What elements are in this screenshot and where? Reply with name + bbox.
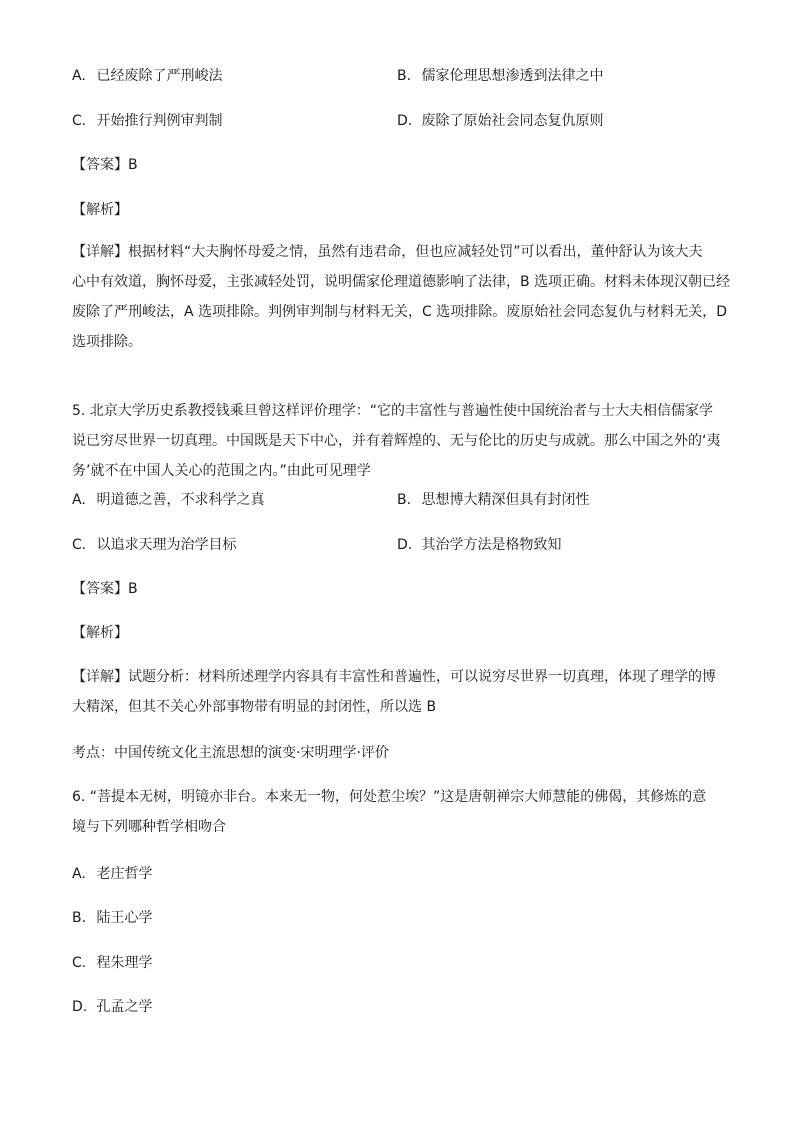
q5-option-b-text: 思想博大精深但具有封闭性: [421, 492, 590, 508]
q6-option-b-text: 陆王心学: [96, 910, 153, 926]
q5-option-d-text: 其治学方法是格物致知: [421, 537, 562, 553]
q6-stem-line: 6. “菩提本无树，明镜亦非台。本来无一物，何处惹尘埃？”这是唐朝禅宗大师慧能的佛偈，其修炼的意: [72, 789, 707, 805]
q4-option-c: [72, 111, 222, 131]
q6-option-c-text: 程朱理学: [96, 955, 153, 971]
q5-option-b: [397, 490, 589, 510]
q5-answer: 【答案】B: [72, 581, 138, 597]
q6-option-a-text: 老庄哲学: [96, 866, 153, 882]
q4-option-b-letter: B.: [397, 68, 412, 84]
q4-detail: [72, 237, 731, 357]
q6-option-b-letter: B.: [72, 910, 87, 926]
q4-option-c-text: 开始推行判例审判制: [96, 113, 223, 129]
q5-stem-line: 务’就不在中国人关心的范围之内。”由此可见理学: [72, 463, 371, 479]
q4-option-a-letter: A.: [72, 68, 86, 84]
q4-detail-line: 【详解】根据材料“大夫胸怀母爱之情，虽然有违君命，但也应减轻处罚”可以看出，董仲舒认为该大夫: [72, 244, 703, 260]
q5-analysis-label: 【解析】: [72, 625, 128, 641]
q6-option-d-text: 孔孟之学: [96, 999, 153, 1015]
q6-stem: [72, 782, 724, 842]
q4-detail-line: 心中有效道，胸怀母爱，主张减轻处罚，说明儒家伦理道德影响了法律，B 选项正确。材料未体现汉朝已经: [72, 274, 731, 290]
q4-detail-line: 选项排除。: [72, 334, 142, 350]
q5-option-c-letter: C.: [72, 537, 87, 553]
q6-option-d-letter: D.: [72, 999, 88, 1015]
q5-option-d: [397, 535, 561, 555]
q4-option-c-letter: C.: [72, 113, 87, 129]
q5-option-a: [72, 490, 264, 510]
q4-answer: 【答案】B: [72, 157, 138, 173]
q5-option-c: [72, 535, 236, 555]
q5-stem-line: 5. 北京大学历史系教授钱乘旦曾这样评价理学：“它的丰富性与普遍性使中国统治者与士大夫相信儒家学: [72, 403, 714, 419]
q4-option-b-text: 儒家伦理思想渗透到法律之中: [421, 68, 604, 84]
q5-option-b-letter: B.: [397, 492, 412, 508]
q5-option-c-text: 以追求天理为治学目标: [96, 537, 237, 553]
q6-option-c: [72, 953, 152, 973]
q4-option-d: [397, 111, 603, 131]
q4-option-b: [397, 66, 603, 86]
q6-option-b: [72, 908, 152, 928]
q5-option-a-text: 明道德之善，不求科学之真: [96, 492, 265, 508]
q5-kaodian: 考点：中国传统文化主流思想的演变·宋明理学·评价: [72, 745, 389, 761]
q6-option-d: [72, 997, 152, 1017]
q5-option-a-letter: A.: [72, 492, 86, 508]
q4-option-d-text: 废除了原始社会同态复仇原则: [421, 113, 604, 129]
q6-option-a: [72, 864, 152, 884]
q4-option-a: [72, 66, 222, 86]
q5-detail-line: 大精深，但其不关心外部事物带有明显的封闭性，所以选 B: [72, 699, 437, 715]
q5-stem: [72, 396, 724, 486]
q6-stem-line: 境与下列哪种哲学相吻合: [72, 819, 226, 835]
q6-option-a-letter: A.: [72, 866, 86, 882]
q5-option-d-letter: D.: [397, 537, 413, 553]
q5-detail-line: 【详解】试题分析：材料所述理学内容具有丰富性和普遍性，可以说穷尽世界一切真理，体现了理学的博: [72, 669, 716, 685]
q5-detail: [72, 662, 724, 722]
q4-option-d-letter: D.: [397, 113, 413, 129]
q4-option-a-text: 已经废除了严刑峻法: [96, 68, 223, 84]
q4-analysis-label: 【解析】: [72, 202, 128, 218]
q4-detail-line: 废除了严刑峻法，A 选项排除。判例审判制与材料无关，C 选项排除。废原始社会同态复仇与材料无关，D: [72, 304, 728, 320]
q5-stem-line: 说已穷尽世界一切真理。中国既是天下中心，并有着辉煌的、无与伦比的历史与成就。那么中国之外的‘夷: [72, 433, 721, 449]
q6-option-c-letter: C.: [72, 955, 87, 971]
